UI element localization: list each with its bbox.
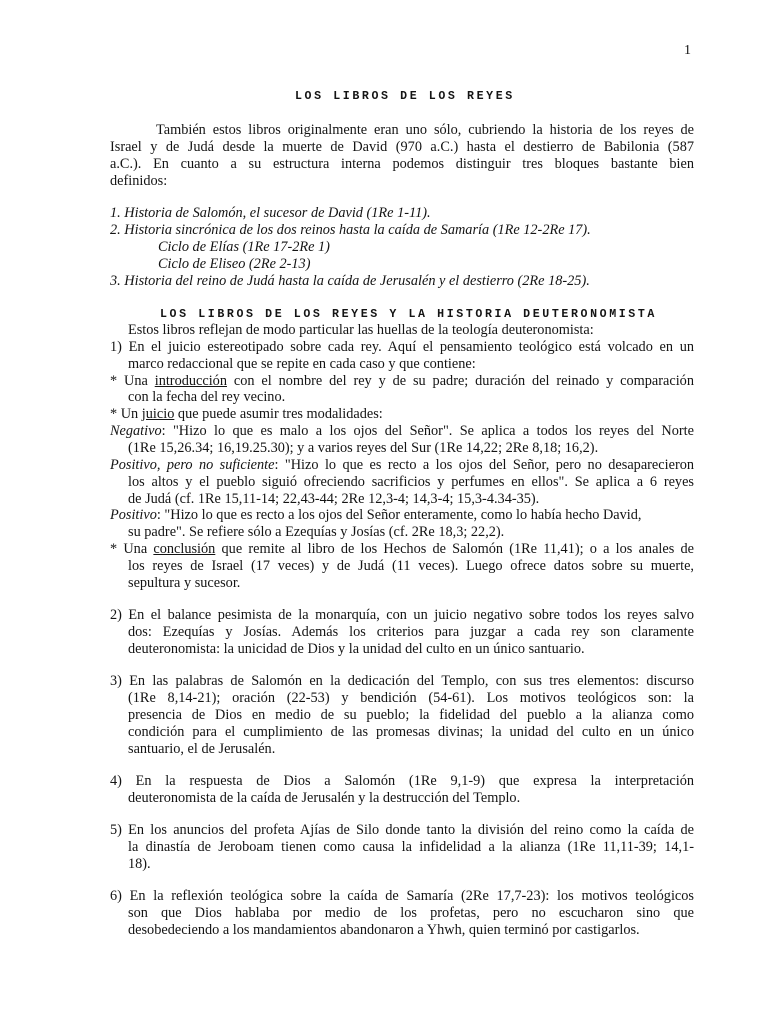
positivo-text: : "Hizo lo que es recto a los ojos del Señor enteramente, como lo había hecho David, bbox=[156, 507, 642, 523]
point-1-line-1: 1) En el juicio estereotipado sobre cada rey. Aquí el pensamiento teológico está volcado en un bbox=[110, 339, 694, 355]
bullet-prefix: * Una bbox=[110, 373, 155, 389]
structure-subitem-elias: Ciclo de Elías (1Re 17-2Re 1) bbox=[158, 239, 330, 255]
point-4-line-1: 4) En la respuesta de Dios a Salomón (1Re 9,1-9) que expresa la interpretación bbox=[110, 773, 694, 789]
positivo-line-1 bbox=[110, 507, 642, 524]
point-1-line-2: marco redaccional que se repite en cada caso y que contiene: bbox=[128, 356, 476, 372]
point-3-line-5: santuario, el de Jerusalén. bbox=[128, 741, 276, 757]
point-6-line-2: son que Dios hablaba por medio de los profetas, pero no escucharon sino que bbox=[128, 905, 694, 921]
juicio-item bbox=[110, 406, 383, 423]
introduccion-term: introducción bbox=[154, 373, 227, 389]
positivo-ns-line-2: los altos y el pueblo siguió ofreciendo sacrificios y perfumes en ellos". Se aplica a 6 reyes bbox=[128, 474, 694, 490]
structure-subitem-eliseo: Ciclo de Eliseo (2Re 2-13) bbox=[158, 256, 311, 272]
structure-item-2: 2. Historia sincrónica de los dos reinos hasta la caída de Samaría (1Re 12-2Re 17). bbox=[110, 222, 591, 238]
conclusion-text: que remite al libro de los Hechos de Salomón (1Re 11,41); o a los anales de bbox=[215, 541, 694, 557]
negativo-line-1 bbox=[110, 423, 694, 440]
positivo-line-2: su padre". Se refiere sólo a Ezequías y Josías (cf. 2Re 18,3; 22,2). bbox=[128, 524, 505, 540]
point-3-line-3: presencia de Dios en medio de su pueblo; la fidelidad del pueblo a la alianza como bbox=[128, 707, 694, 723]
structure-item-3: 3. Historia del reino de Judá hasta la caída de Jerusalén y el destierro (2Re 18-25). bbox=[110, 273, 590, 289]
positivo-ns-line-1 bbox=[110, 457, 694, 474]
conclusion-item bbox=[110, 541, 694, 558]
intro-line-1: También estos libros originalmente eran uno sólo, cubriendo la historia de los reyes de bbox=[156, 122, 694, 138]
page-number: 1 bbox=[684, 43, 691, 58]
point-3-line-2: (1Re 8,14-21); oración (22-53) y bendición (54-61). Los motivos teológicos son: la bbox=[128, 690, 694, 706]
conclusion-term: conclusión bbox=[153, 541, 216, 557]
introduccion-line-2: con la fecha del rey vecino. bbox=[128, 389, 286, 405]
point-5-line-3: 18). bbox=[128, 856, 151, 872]
introduccion-text: con el nombre del rey y de su padre; duración del reinado y comparación bbox=[226, 373, 694, 389]
intro-line-4: definidos: bbox=[110, 173, 168, 189]
section-intro: Estos libros reflejan de modo particular las huellas de la teología deuteronomista: bbox=[128, 322, 594, 338]
intro-line-3: a.C.). En cuanto a su estructura interna podemos distinguir tres bloques bastante bien bbox=[110, 156, 694, 172]
negativo-label: Negativo bbox=[110, 423, 162, 439]
juicio-term: juicio bbox=[141, 406, 175, 422]
bullet-prefix: * Una bbox=[110, 541, 154, 557]
point-2-line-3: deuteronomista: la unicidad de Dios y la unidad del culto en un único santuario. bbox=[128, 641, 585, 657]
conclusion-line-2: los reyes de Israel (17 veces) y de Judá (11 veces). Luego ofrece datos sobre su muerte, bbox=[128, 558, 694, 574]
positivo-ns-text: : "Hizo lo que es recto a los ojos del Señor, pero no desaparecieron bbox=[274, 457, 695, 473]
point-6-line-3: desobedeciendo a los mandamientos abandonaron a Yhwh, quien terminó por castigarlos. bbox=[128, 922, 640, 938]
point-4-line-2: deuteronomista de la caída de Jerusalén y la destrucción del Templo. bbox=[128, 790, 521, 806]
positivo-ns-line-3: de Judá (cf. 1Re 15,11-14; 22,43-44; 2Re 12,3-4; 14,3-4; 15,3-4.34-35). bbox=[128, 491, 540, 507]
document-title: LOS LIBROS DE LOS REYES bbox=[295, 90, 515, 103]
point-6-line-1: 6) En la reflexión teológica sobre la caída de Samaría (2Re 17,7-23): los motivos teológicos bbox=[110, 888, 694, 904]
point-3-line-1: 3) En las palabras de Salomón en la dedicación del Templo, con sus tres elementos: discurso bbox=[110, 673, 694, 689]
section-title: LOS LIBROS DE LOS REYES Y LA HISTORIA DEUTERONOMISTA bbox=[160, 308, 657, 321]
point-3-line-4: condición para el cumplimiento de las promesas divinas; la unidad del culto en un único bbox=[128, 724, 694, 740]
negativo-text: : "Hizo lo que es malo a los ojos del Señor". Se aplica a todos los reyes del Norte bbox=[161, 423, 694, 439]
bullet-prefix: * Un bbox=[110, 406, 142, 422]
point-5-line-2: la dinastía de Jeroboam tienen como causa la infidelidad a la alianza (1Re 11,11-39; 14,1- bbox=[128, 839, 694, 855]
positivo-label: Positivo bbox=[110, 507, 157, 523]
structure-item-1: 1. Historia de Salomón, el sucesor de David (1Re 1-11). bbox=[110, 205, 431, 221]
intro-line-2: Israel y de Judá desde la muerte de David (970 a.C.) hasta el destierro de Babilonia (587 bbox=[110, 139, 694, 155]
introduccion-item bbox=[110, 373, 694, 390]
conclusion-line-3: sepultura y sucesor. bbox=[128, 575, 241, 591]
negativo-line-2: (1Re 15,26.34; 16,19.25.30); y a varios reyes del Sur (1Re 14,22; 2Re 8,18; 16,2). bbox=[128, 440, 599, 456]
point-2-line-2: dos: Ezequías y Josías. Además los criterios para juzgar a cada rey son claramente bbox=[128, 624, 694, 640]
juicio-text: que puede asumir tres modalidades: bbox=[174, 406, 383, 422]
positivo-ns-label: Positivo, pero no suficiente bbox=[110, 457, 275, 473]
point-2-line-1: 2) En el balance pesimista de la monarquía, con un juicio negativo sobre todos los reyes salvo bbox=[110, 607, 694, 623]
point-5-line-1: 5) En los anuncios del profeta Ajías de Silo donde tanto la división del reino como la caída de bbox=[110, 822, 694, 838]
